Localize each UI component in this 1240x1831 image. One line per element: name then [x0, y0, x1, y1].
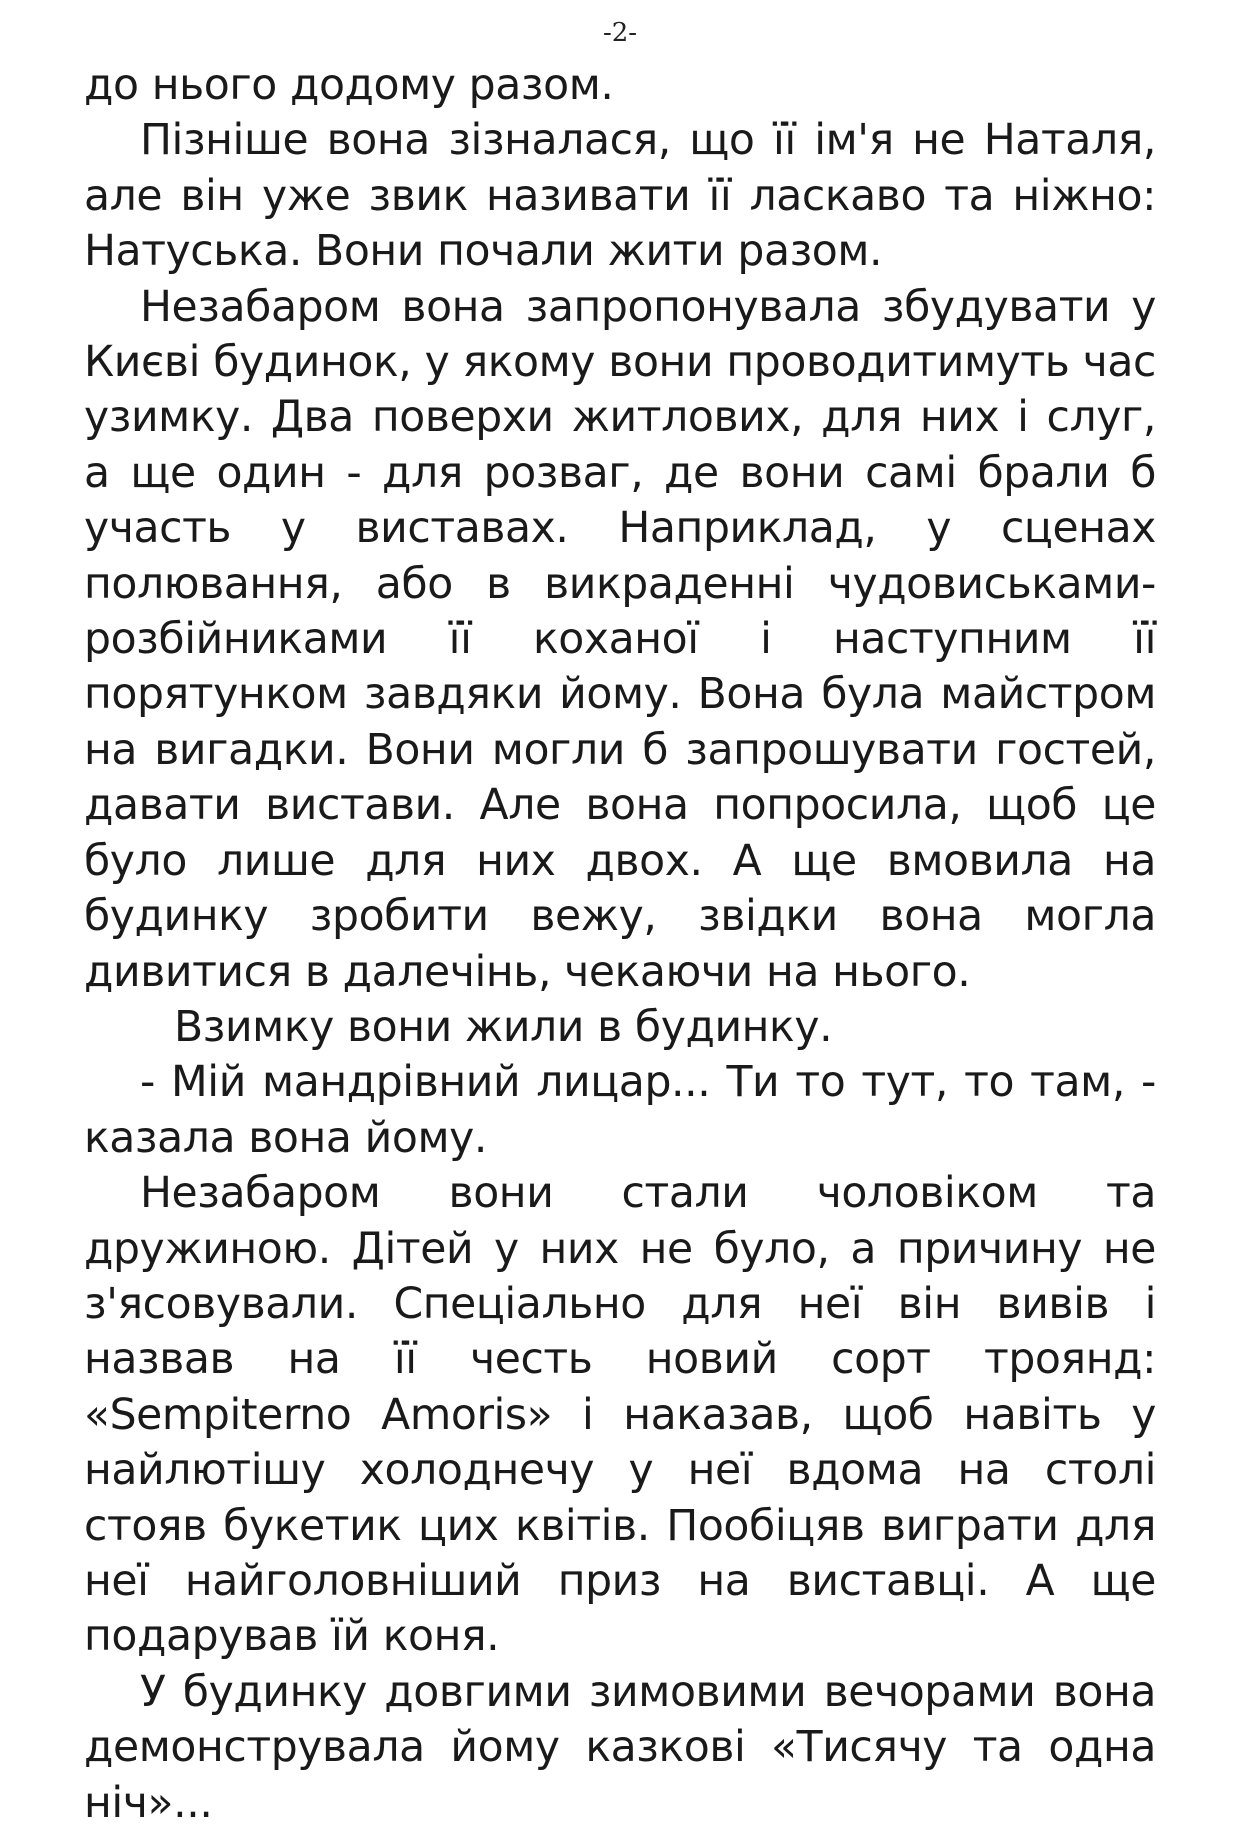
paragraph-5-dialogue: - Мій мандрівний лицар... Ти то тут, то там, - казала вона йому. — [84, 1058, 1156, 1163]
paragraph-2: Пізніше вона зізналася, що її ім'я не Наталя, але він уже звик називати її ласкаво та ніжно: Натуська. Вони почали жити разом. — [84, 116, 1156, 277]
page-number: -2- — [602, 18, 638, 48]
body-text — [84, 58, 1156, 1831]
paragraph-3: Незабаром вона запропонувала збудувати у Києві будинок, у якому вони проводитимуть час узимку. Два поверхи житлових, для них і слуг, а ще один - для розваг, де вони самі брали б участь у виставах. Наприклад, у сценах полювання, або в викраденні чудовиськами-розбійниками її коханої і наступним її порятунком завдяки йому. Вона була майстром на вигадки. Вони могли б запрошувати гостей, давати вистави. Але вона попросила, щоб це було лише для них двох. А ще вмовила на будинку зробити вежу, звідки вона могла дивитися в далечінь, чекаючи на нього. — [84, 282, 1156, 997]
paragraph-4: Взимку вони жили в будинку. — [174, 1002, 833, 1052]
paragraph-6: Незабаром вони стали чоловіком та дружиною. Дітей у них не було, а причину не з'ясовували. Спеціально для неї він вивів і назвав на її честь новий сорт троянд: «Sempiterno Amoris» і наказав, щоб навіть у найлютішу холоднечу у неї вдома на столі стояв букетик цих квітів. Пообіцяв виграти для неї найголовніший приз на виставці. А ще подарував їй коня. — [84, 1169, 1156, 1662]
paragraph-7: У будинку довгими зимовими вечорами вона демонструвала йому казкові «Тисячу та одна ніч»... — [84, 1667, 1156, 1828]
paragraph-1: до нього додому разом. — [84, 61, 614, 110]
